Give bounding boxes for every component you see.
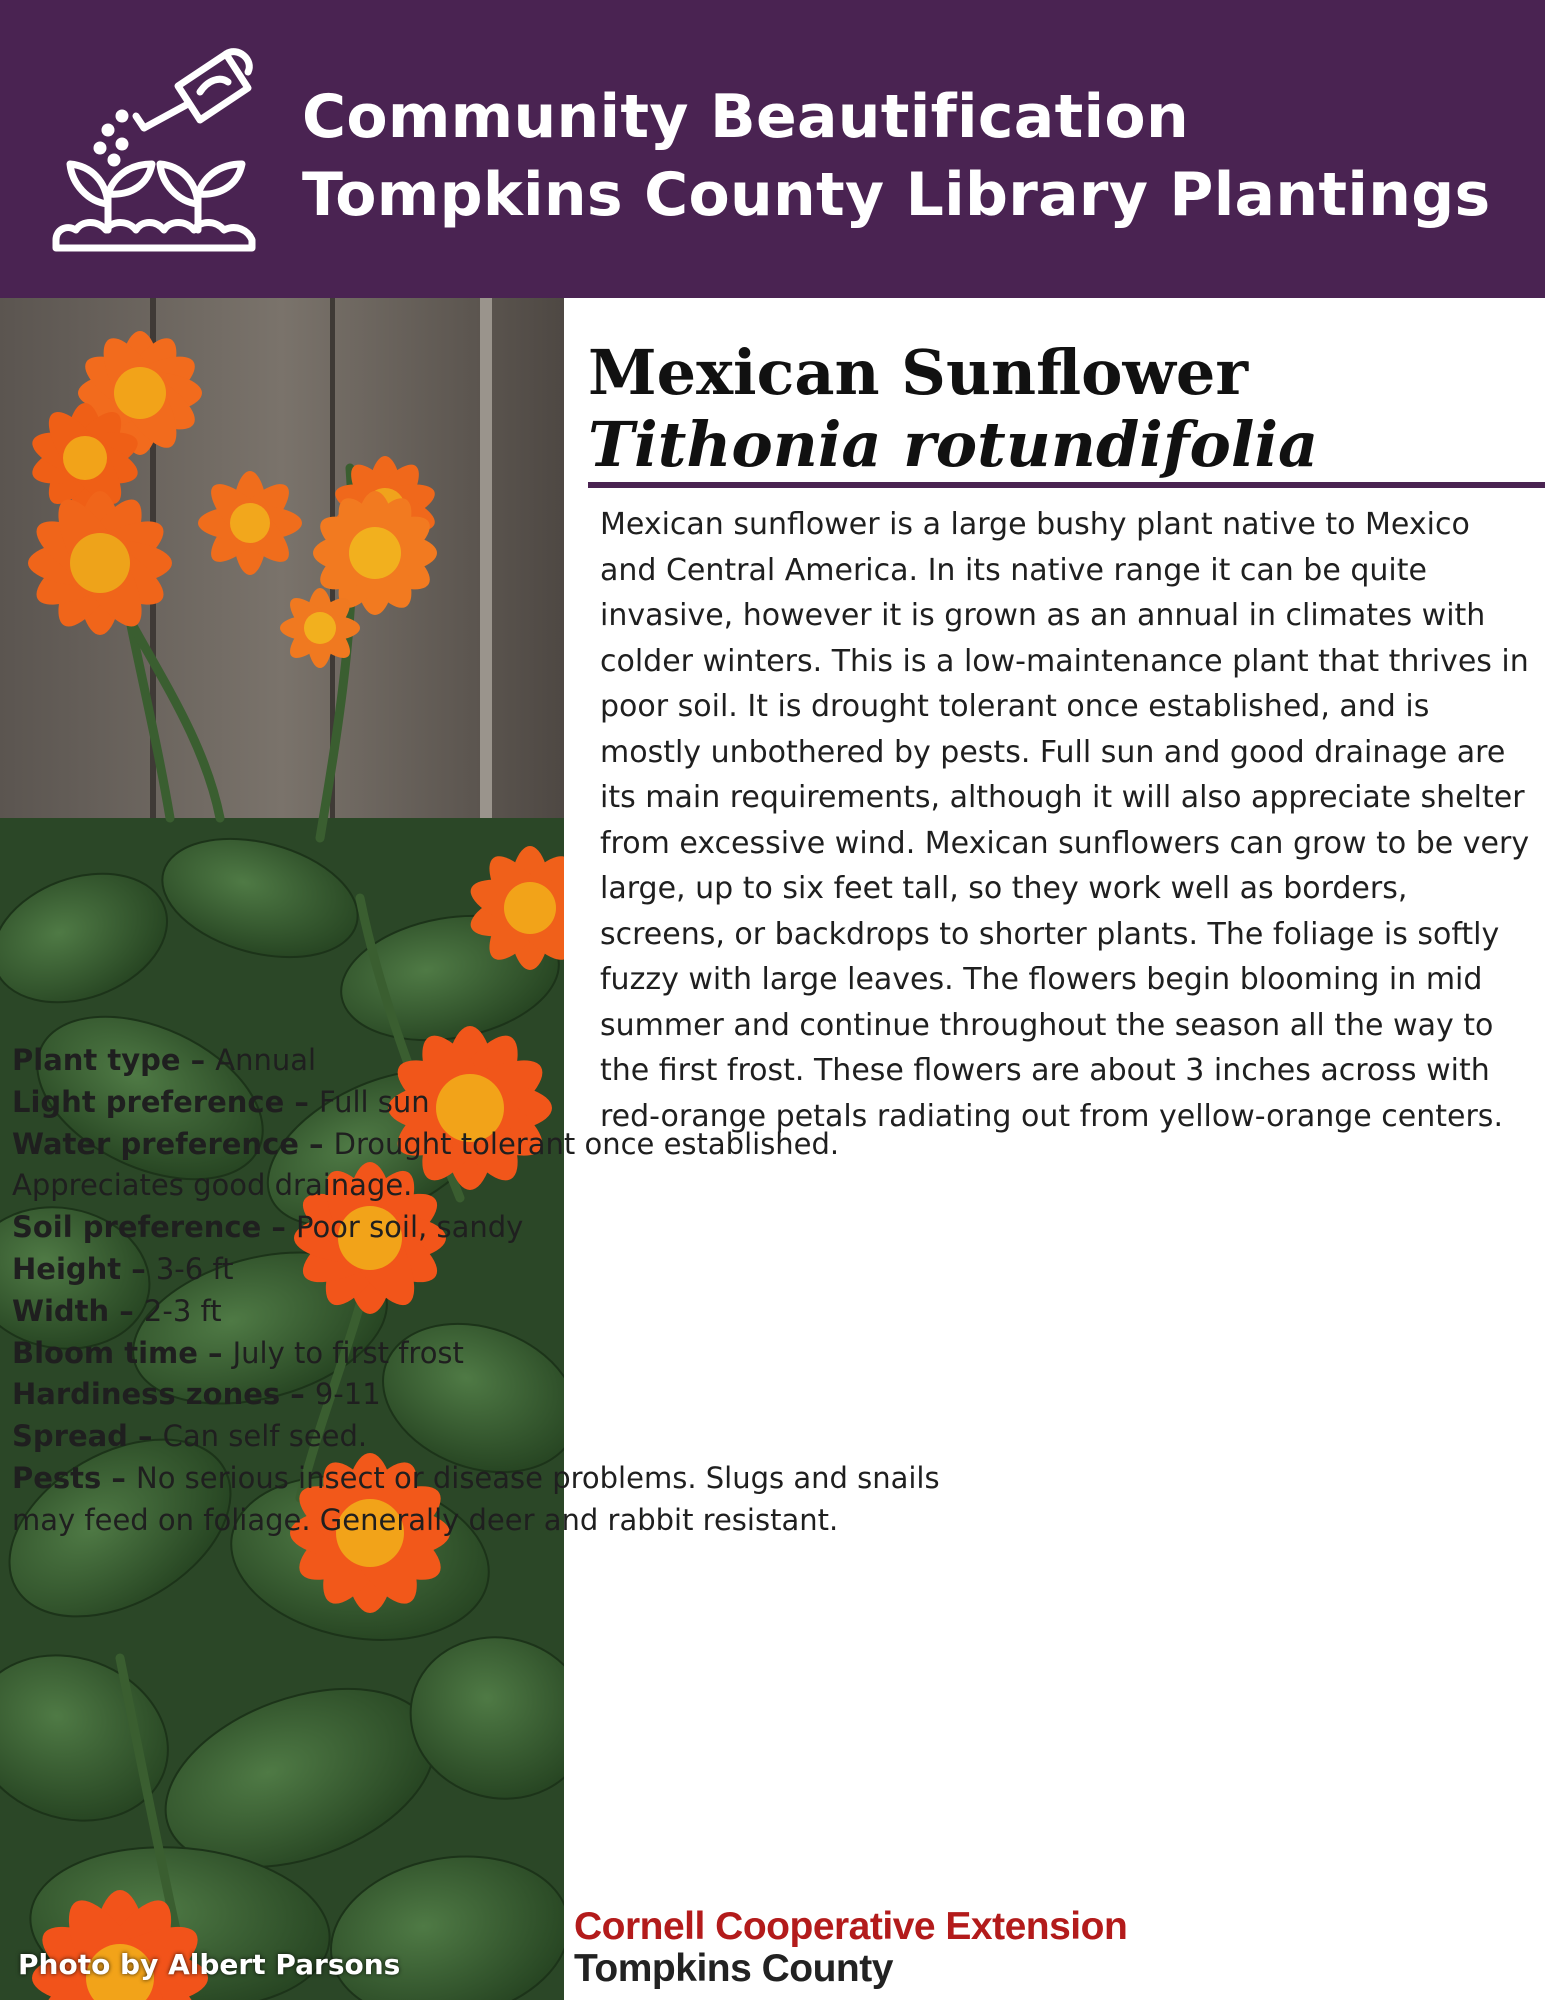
fact-row [12, 1333, 947, 1375]
photo-credit: Photo by Albert Parsons [18, 1948, 401, 1981]
fact-row [12, 1207, 947, 1249]
fact-row [12, 1124, 947, 1208]
plant-facts-list [12, 1040, 947, 1542]
fact-separator: – [261, 1210, 296, 1245]
plant-description: Mexican sunflower is a large bushy plant native to Mexico and Central America. In its native range it can be quite invasive, however it is grown as an annual in climates with colder winters. This is a low-maintenance plant that thrives in poor soil. It is drought tolerant once established, and is mostly unbothered by pests. Full sun and good drainage are its main requirements, although it will also appreciate shelter from excessive wind. Mexican sunflowers can grow to be very large, up to six feet tall, so they work well as borders, screens, or backdrops to shorter plants. The foliage is softly fuzzy with large leaves. The flowers begin blooming in mid summer and continue throughout the season all the way to the first frost. These flowers are about 3 inches across with red-orange petals radiating out from yellow-orange centers. [600, 507, 1530, 1134]
footer-logo [574, 1906, 1274, 1990]
fact-label: Hardiness zones [12, 1377, 281, 1412]
title-divider [588, 482, 1545, 488]
fact-separator: – [127, 1419, 163, 1454]
org-county: Tompkins County [574, 1947, 893, 1990]
fact-separator: – [101, 1460, 137, 1495]
fact-value: 3-6 ft [155, 1251, 234, 1286]
watering-can-seedlings-icon [48, 44, 260, 254]
fact-value: 2-3 ft [143, 1293, 222, 1328]
fact-separator: – [280, 1377, 315, 1412]
fact-row [12, 1040, 947, 1082]
fact-label: Spread [12, 1419, 128, 1454]
fact-value: July to first frost [232, 1335, 464, 1370]
fact-row [12, 1291, 947, 1333]
title-line-2: Tompkins County Library Plantings [302, 160, 1491, 230]
org-name: Cornell Cooperative Extension [574, 1905, 1128, 1948]
fact-label: Height [12, 1251, 122, 1286]
fact-row [12, 1416, 947, 1458]
fact-value: Full sun [318, 1084, 430, 1119]
fact-label: Width [12, 1293, 110, 1328]
fact-row [12, 1249, 947, 1291]
fact-separator: – [284, 1084, 319, 1119]
fact-separator: – [197, 1335, 233, 1370]
common-name: Mexican Sunflower [588, 336, 1249, 409]
fact-label: Pests [12, 1460, 102, 1495]
fact-separator: – [121, 1251, 156, 1286]
fact-label: Bloom time [12, 1335, 198, 1370]
page-title [302, 78, 1490, 234]
fact-value: Drought tolerant once established. Appreciates good drainage. [12, 1126, 840, 1203]
fact-label: Soil preference [12, 1210, 262, 1245]
fact-value: Can self seed. [162, 1419, 368, 1454]
fact-row [12, 1374, 947, 1416]
fact-separator: – [180, 1043, 216, 1077]
fact-value: 9-11 [314, 1377, 381, 1412]
fact-label: Water preference [12, 1126, 299, 1161]
fact-row [12, 1458, 947, 1542]
fact-separator: – [298, 1126, 334, 1161]
fact-value: Annual [215, 1043, 317, 1077]
fact-label: Light preference [12, 1084, 285, 1119]
fact-label: Plant type [12, 1043, 181, 1077]
scientific-name: Tithonia rotundifolia [588, 408, 1319, 481]
fact-value: Poor soil, sandy [295, 1210, 524, 1245]
fact-row [12, 1082, 947, 1124]
fact-separator: – [109, 1293, 144, 1328]
fact-value: No serious insect or disease problems. Slugs and snails may feed on foliage. Generally deer and rabbit resistant. [12, 1460, 940, 1537]
header-banner [0, 0, 1545, 298]
title-line-1: Community Beautification [302, 82, 1189, 152]
